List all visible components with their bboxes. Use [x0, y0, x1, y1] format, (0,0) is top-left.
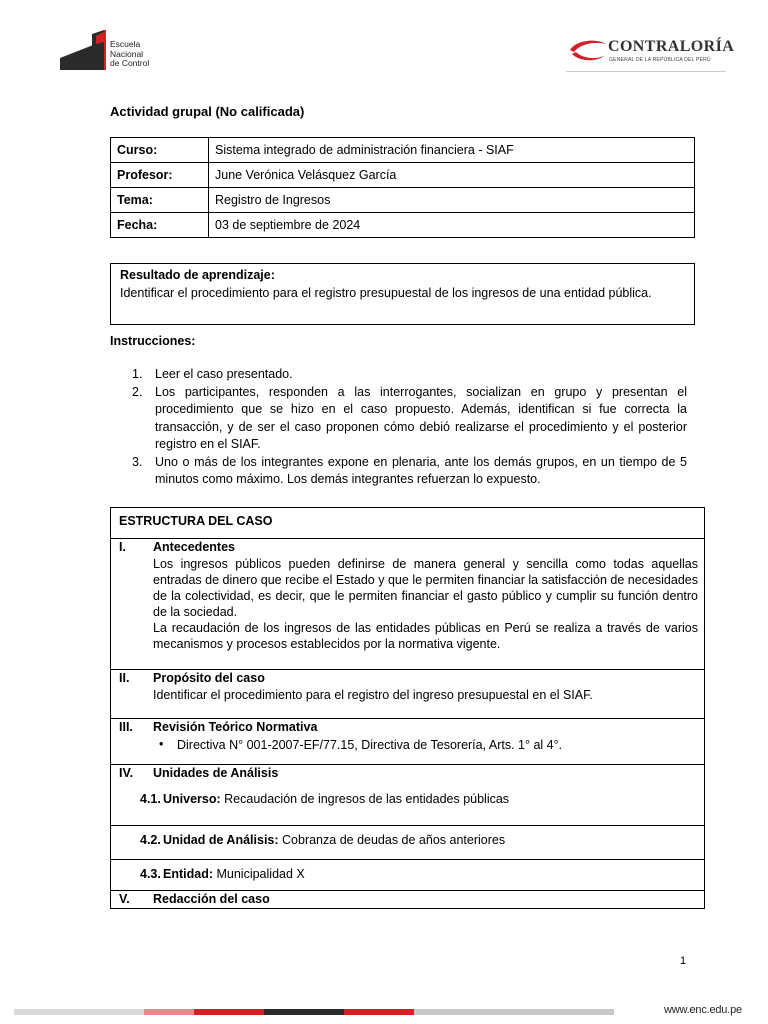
subsection-unidad-analisis — [111, 825, 704, 859]
subsection-number: 4.3. — [140, 867, 161, 881]
list-item-number: 1. — [132, 367, 143, 381]
antecedentes-paragraph-1: Los ingresos públicos pueden definirse de manera general y sencilla como todas aquellas entradas de dinero que recibe el Estado y que le permiten financiar la satisfacción de necesidades de la colectividad, es decir, que le permiten financiar el gasto público y cumplir su función dentro de la sociedad. — [153, 557, 698, 619]
section-revision — [111, 718, 704, 764]
info-label: Fecha: — [111, 213, 209, 238]
list-item-number: 2. — [132, 384, 143, 399]
subsection-label: Universo: — [163, 792, 221, 806]
table-row — [111, 163, 695, 188]
instructions-title: Instrucciones: — [110, 334, 196, 348]
case-structure-table — [110, 507, 705, 909]
section-title: Propósito del caso — [153, 671, 265, 685]
section-number: II. — [119, 671, 130, 685]
subsection-value: Municipalidad X — [216, 867, 305, 881]
info-label: Tema: — [111, 188, 209, 213]
contraloria-swoosh-icon — [566, 36, 610, 64]
antecedentes-paragraph-2: La recaudación de los ingresos de las entidades públicas en Perú se realiza a través de varios mecanismos y procesos establecidos por la normativa vigente. — [153, 621, 698, 651]
table-row — [111, 213, 695, 238]
list-item-text: Uno o más de los integrantes expone en plenaria, ante los demás grupos, en un tiempo de 5 minutos como máximo. Los demás integrantes refuerzan lo expuesto. — [155, 454, 687, 486]
section-title: Redacción del caso — [153, 892, 270, 906]
learning-result-box — [110, 263, 695, 325]
document-title: Actividad grupal (No calificada) — [110, 104, 305, 119]
table-row — [111, 138, 695, 163]
contraloria-title: CONTRALORÍA — [608, 38, 735, 55]
info-label: Curso: — [111, 138, 209, 163]
info-value: Sistema integrado de administración financiera - SIAF — [209, 138, 695, 163]
enc-logo-text: Escuela Nacional de Control — [110, 39, 150, 68]
section-number: III. — [119, 720, 133, 734]
subsection-number: 4.2. — [140, 833, 161, 847]
info-value: June Verónica Velásquez García — [209, 163, 695, 188]
revision-bullet-text: Directiva N° 001-2007-EF/77.15, Directiva de Tesorería, Arts. 1° al 4°. — [177, 738, 563, 752]
subsection-text — [163, 867, 305, 881]
subsection-text — [163, 792, 509, 806]
subsection-text — [163, 833, 505, 847]
case-header: ESTRUCTURA DEL CASO — [119, 514, 273, 528]
proposito-text: Identificar el procedimiento para el registro del ingreso presupuestal en el SIAF. — [153, 688, 593, 702]
footer-url: www.enc.edu.pe — [664, 1004, 742, 1016]
subsection-value: Recaudación de ingresos de las entidades públicas — [224, 792, 510, 806]
section-title: Unidades de Análisis — [153, 766, 279, 780]
footer-color-bar — [14, 1009, 614, 1015]
list-item — [132, 454, 687, 489]
section-title: Revisión Teórico Normativa — [153, 720, 318, 734]
bullet-icon: • — [159, 737, 164, 751]
subsection-label: Unidad de Análisis: — [163, 833, 279, 847]
instructions-list — [132, 366, 687, 489]
info-value: Registro de Ingresos — [209, 188, 695, 213]
list-item-text: Los participantes, responden a las interrogantes, socializan en grupo y presentan el procedimiento que se hizo en el caso propuesto. Además, identifican si fue correcta la transacción, y de ser el caso proponen cómo debió realizarse el procedimiento y el posterior registro en el SIAF. — [155, 384, 687, 451]
header-divider — [566, 71, 726, 72]
course-info-table — [110, 137, 695, 238]
section-proposito — [111, 669, 704, 718]
section-title: Antecedentes — [153, 540, 235, 554]
info-label: Profesor: — [111, 163, 209, 188]
subsection-entidad — [111, 859, 704, 890]
table-row — [111, 188, 695, 213]
section-antecedentes — [111, 538, 704, 669]
section-redaccion — [111, 890, 704, 908]
contraloria-subtitle: GENERAL DE LA REPÚBLICA DEL PERÚ — [609, 57, 711, 63]
subsection-value: Cobranza de deudas de años anteriores — [282, 833, 506, 847]
list-item-text: Leer el caso presentado. — [155, 367, 293, 381]
subsection-number: 4.1. — [140, 792, 161, 806]
section-number: V. — [119, 892, 130, 906]
page-number: 1 — [680, 955, 687, 967]
list-item — [132, 366, 687, 384]
info-value: 03 de septiembre de 2024 — [209, 213, 695, 238]
section-unidades — [111, 764, 704, 825]
subsection-label: Entidad: — [163, 867, 213, 881]
list-item — [132, 384, 687, 454]
section-number: I. — [119, 540, 126, 554]
list-item-number: 3. — [132, 454, 143, 469]
learning-result-title: Resultado de aprendizaje: — [120, 268, 275, 282]
section-number: IV. — [119, 766, 134, 780]
learning-result-text: Identificar el procedimiento para el registro presupuestal de los ingresos de una entidad pública. — [120, 286, 652, 300]
